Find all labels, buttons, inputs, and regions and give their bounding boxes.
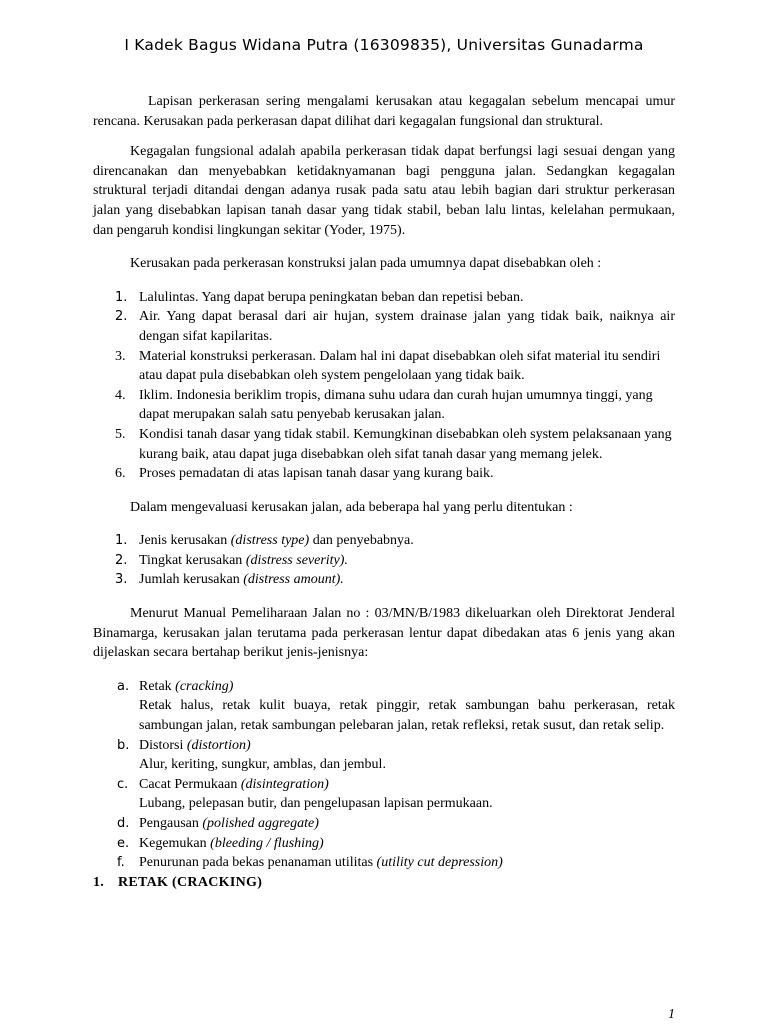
list-item-text: Tingkat kerusakan <box>139 552 246 568</box>
list-item-text: Retak <box>139 678 176 694</box>
paragraph-intro: Lapisan perkerasan sering mengalami kerusakan atau kegagalan sebelum mencapai umur rencana. Kerusakan pada perkerasan dapat dilihat dari kegagalan fungsional dan struktural. <box>93 94 675 129</box>
list-item-term: (distress type) <box>230 533 310 549</box>
list-item-description: Lubang, pelepasan butir, dan pengelupasan lapisan permukaan. <box>139 796 493 812</box>
paragraph-manual: Menurut Manual Pemeliharaan Jalan no : 03/MN/B/1983 dikeluarkan oleh Direktorat Jenderal Binamarga, kerusakan jalan terutama pada perkerasan lentur dapat dibedakan atas 6 jenis yang akan dijelaskan secara bertahap berikut jenis-jenisnya: <box>93 606 675 661</box>
list-item <box>93 551 675 571</box>
list-item <box>93 386 675 425</box>
list-item-text: Jenis kerusakan <box>139 533 231 549</box>
list-item-text: dan penyebabnya. <box>309 533 414 549</box>
list-item <box>93 677 675 736</box>
list-item-text: Material konstruksi perkerasan. Dalam hal ini dapat disebabkan oleh sifat material itu sendiri atau dapat pula disebabkan oleh system pengelolaan yang tidak baik. <box>139 348 661 384</box>
list-number: 6. <box>115 466 126 482</box>
list-item-text: Distorsi <box>139 737 187 753</box>
list-item-description: Retak halus, retak kulit buaya, retak pinggir, retak sambungan bahu perkerasan, retak sambungan jalan, retak sambungan pelebaran jalan, retak refleksi, retak susut, dan retak selip. <box>139 698 675 734</box>
list-item <box>93 814 675 834</box>
list-item-text: Proses pemadatan di atas lapisan tanah dasar yang kurang baik. <box>139 466 494 482</box>
list-item <box>93 853 675 873</box>
list-item-text: Lalulintas. Yang dapat berupa peningkatan beban dan repetisi beban. <box>139 289 524 305</box>
evaluation-list <box>93 531 675 590</box>
list-item-text: Pengausan <box>139 816 203 831</box>
list-item <box>93 775 675 814</box>
list-item <box>93 347 675 386</box>
section-heading <box>93 873 675 893</box>
list-item <box>93 570 675 590</box>
list-item-term: (cracking) <box>175 678 234 694</box>
page-number: 1 <box>668 1007 675 1022</box>
page-header: I Kadek Bagus Widana Putra (16309835), Universitas Gunadarma <box>124 36 644 54</box>
list-letter: c. <box>117 776 129 792</box>
list-item-term: (distress severity). <box>245 552 348 568</box>
list-item-description: Alur, keriting, sungkur, amblas, dan jembul. <box>139 757 386 773</box>
list-letter: d. <box>117 816 130 831</box>
list-item <box>93 531 675 551</box>
list-number: 1. <box>115 289 128 305</box>
list-number: 3. <box>115 348 126 364</box>
list-item-text: Penurunan pada bekas penanaman utilitas <box>139 855 377 871</box>
list-item-term: (polished aggregate) <box>202 816 319 831</box>
paragraph-causes-intro: Kerusakan pada perkerasan konstruksi jalan pada umumnya dapat disebabkan oleh : <box>130 256 602 272</box>
list-number: 2. <box>115 309 128 325</box>
list-item-term: (bleeding / flushing) <box>210 835 324 851</box>
list-item-text: Kondisi tanah dasar yang tidak stabil. Kemungkinan disebabkan oleh system pelaksanaan yang kurang baik, atau dapat juga disebabkan oleh sifat tanah dasar yang memang jelek. <box>139 426 672 462</box>
section-number: 1. <box>93 874 105 890</box>
list-item <box>93 288 675 308</box>
list-letter: e. <box>117 835 130 851</box>
list-item-text: Iklim. Indonesia beriklim tropis, dimana suhu udara dan curah hujan umumnya tinggi, yang dapat merupakan salah satu penyebab kerusakan jalan. <box>139 387 653 423</box>
list-item-text: Kegemukan <box>139 835 211 851</box>
causes-list <box>93 288 675 484</box>
list-item-term: (distortion) <box>186 737 251 753</box>
list-item <box>93 425 675 464</box>
list-item-text: Air. Yang dapat berasal dari air hujan, system drainase jalan yang tidak baik, naiknya air dengan sifat kapilaritas. <box>139 309 675 344</box>
paragraph-evaluation-intro: Dalam mengevaluasi kerusakan jalan, ada beberapa hal yang perlu ditentukan : <box>130 499 573 515</box>
list-item <box>93 307 675 346</box>
list-item-text: Jumlah kerusakan <box>139 572 244 588</box>
list-number: 2. <box>115 552 128 568</box>
list-number: 1. <box>115 533 128 549</box>
list-item-term: (disintegration) <box>240 776 329 792</box>
list-letter: b. <box>117 737 130 753</box>
list-number: 3. <box>115 572 128 588</box>
list-item <box>93 736 675 775</box>
list-letter: a. <box>117 678 130 694</box>
list-letter: f. <box>117 855 125 871</box>
list-item-text: Cacat Permukaan <box>139 776 241 792</box>
list-item-term: (distress amount). <box>243 572 344 588</box>
paragraph-failure-types: Kegagalan fungsional adalah apabila perkerasan tidak dapat berfungsi lagi sesuai dengan yang direncanakan dan menyebabkan ketidaknyamanan bagi pengguna jalan. Sedangkan kegagalan struktural terjadi ditandai dengan adanya rusak pada satu atau lebih bagian dari struktur perkerasan jalan yang disebabkan lapisan tanah dasar yang tidak stabil, beban lalu lintas, kelelahan permukaan, dan pengaruh kondisi lingkungan sekitar (Yoder, 1975). <box>93 144 675 238</box>
list-number: 5. <box>115 426 126 442</box>
document-body <box>93 92 675 892</box>
list-number: 4. <box>115 387 126 403</box>
list-item <box>93 834 675 854</box>
list-item <box>93 464 675 484</box>
section-title: RETAK (CRACKING) <box>118 874 263 890</box>
damage-types-list <box>93 677 675 873</box>
list-item-term: (utility cut depression) <box>376 855 503 871</box>
